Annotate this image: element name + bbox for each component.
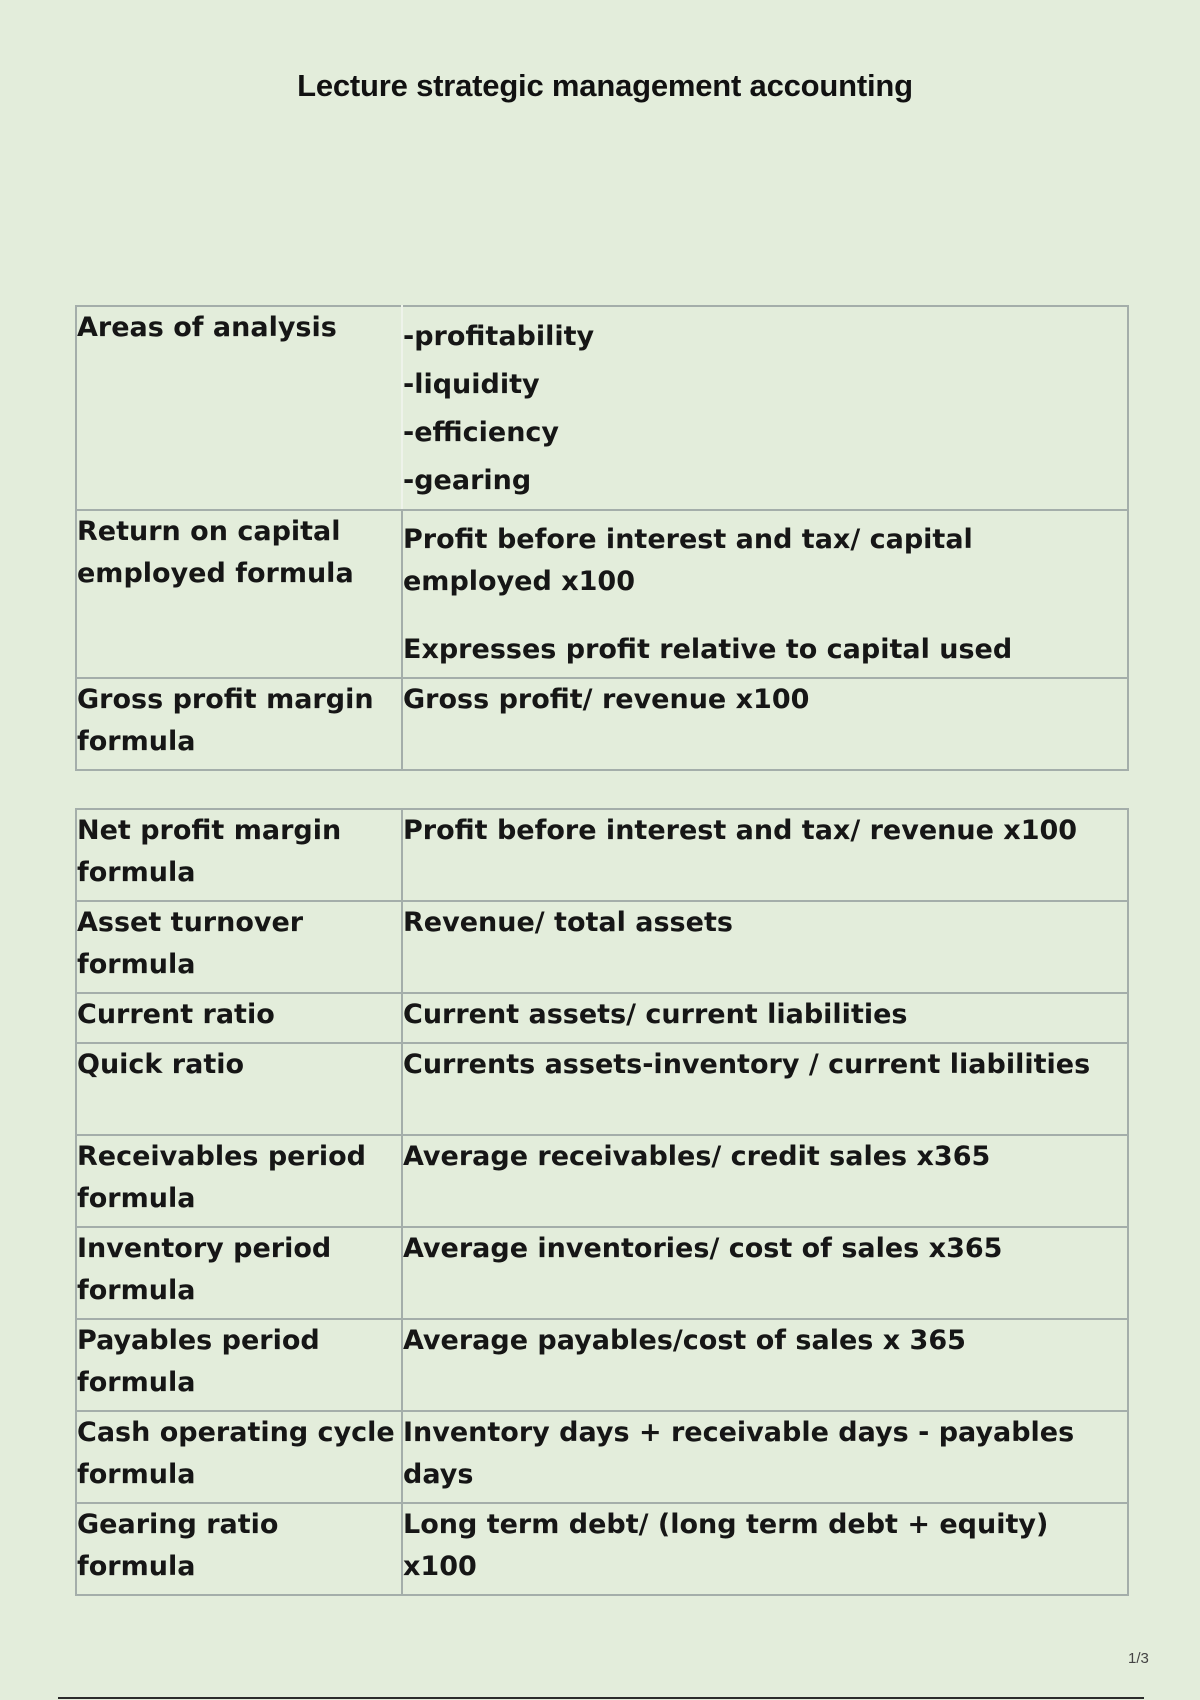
row-value: Inventory days + receivable days - payables days (402, 1411, 1128, 1503)
row-value: Average receivables/ credit sales x365 (402, 1135, 1128, 1227)
table-row (76, 678, 1128, 770)
row-value: Current assets/ current liabilities (402, 993, 1128, 1043)
row-label: Cash operating cycle formula (76, 1411, 402, 1503)
roce-formula: Profit before interest and tax/ capital employed x100 (403, 524, 973, 597)
area-item-liquidity: -liquidity (403, 369, 540, 400)
formula-table-1 (75, 305, 1129, 771)
roce-label: Return on capital employed formula (76, 510, 402, 678)
row-value: Long term debt/ (long term debt + equity) x100 (402, 1503, 1128, 1595)
table-row (76, 1503, 1128, 1595)
table-row (76, 993, 1128, 1043)
row-label: Net profit margin formula (76, 809, 402, 901)
areas-label: Areas of analysis (76, 306, 402, 510)
row-label: Gross profit margin formula (76, 678, 402, 770)
area-item-efficiency: -efficiency (403, 417, 560, 448)
table-row-roce (76, 510, 1128, 678)
table-row (76, 1043, 1128, 1135)
table-row (76, 1227, 1128, 1319)
row-value: Average payables/cost of sales x 365 (402, 1319, 1128, 1411)
table-row-areas-of-analysis (76, 306, 1128, 510)
table-row (76, 1135, 1128, 1227)
row-value: Average inventories/ cost of sales x365 (402, 1227, 1128, 1319)
area-item-profitability: -profitability (403, 321, 595, 352)
table-row (76, 809, 1128, 901)
row-label: Gearing ratio formula (76, 1503, 402, 1595)
table-row (76, 1411, 1128, 1503)
row-value: Currents assets-inventory / current liabilities (402, 1043, 1128, 1135)
formula-table-2 (75, 808, 1129, 1596)
areas-list (402, 306, 1128, 510)
row-value: Profit before interest and tax/ revenue x100 (402, 809, 1128, 901)
row-label: Inventory period formula (76, 1227, 402, 1319)
row-label: Payables period formula (76, 1319, 402, 1411)
row-label: Quick ratio (76, 1043, 402, 1135)
roce-value (402, 510, 1128, 678)
bottom-divider (58, 1697, 1144, 1699)
area-item-gearing: -gearing (403, 465, 532, 496)
row-label: Receivables period formula (76, 1135, 402, 1227)
row-value: Revenue/ total assets (402, 901, 1128, 993)
table-row (76, 901, 1128, 993)
row-label: Current ratio (76, 993, 402, 1043)
page-title: Lecture strategic management accounting (297, 68, 913, 103)
table-row (76, 1319, 1128, 1411)
page-number: 1/3 (1128, 1650, 1149, 1667)
row-value: Gross profit/ revenue x100 (402, 678, 1128, 770)
row-label: Asset turnover formula (76, 901, 402, 993)
roce-note: Expresses profit relative to capital used (403, 634, 1013, 665)
